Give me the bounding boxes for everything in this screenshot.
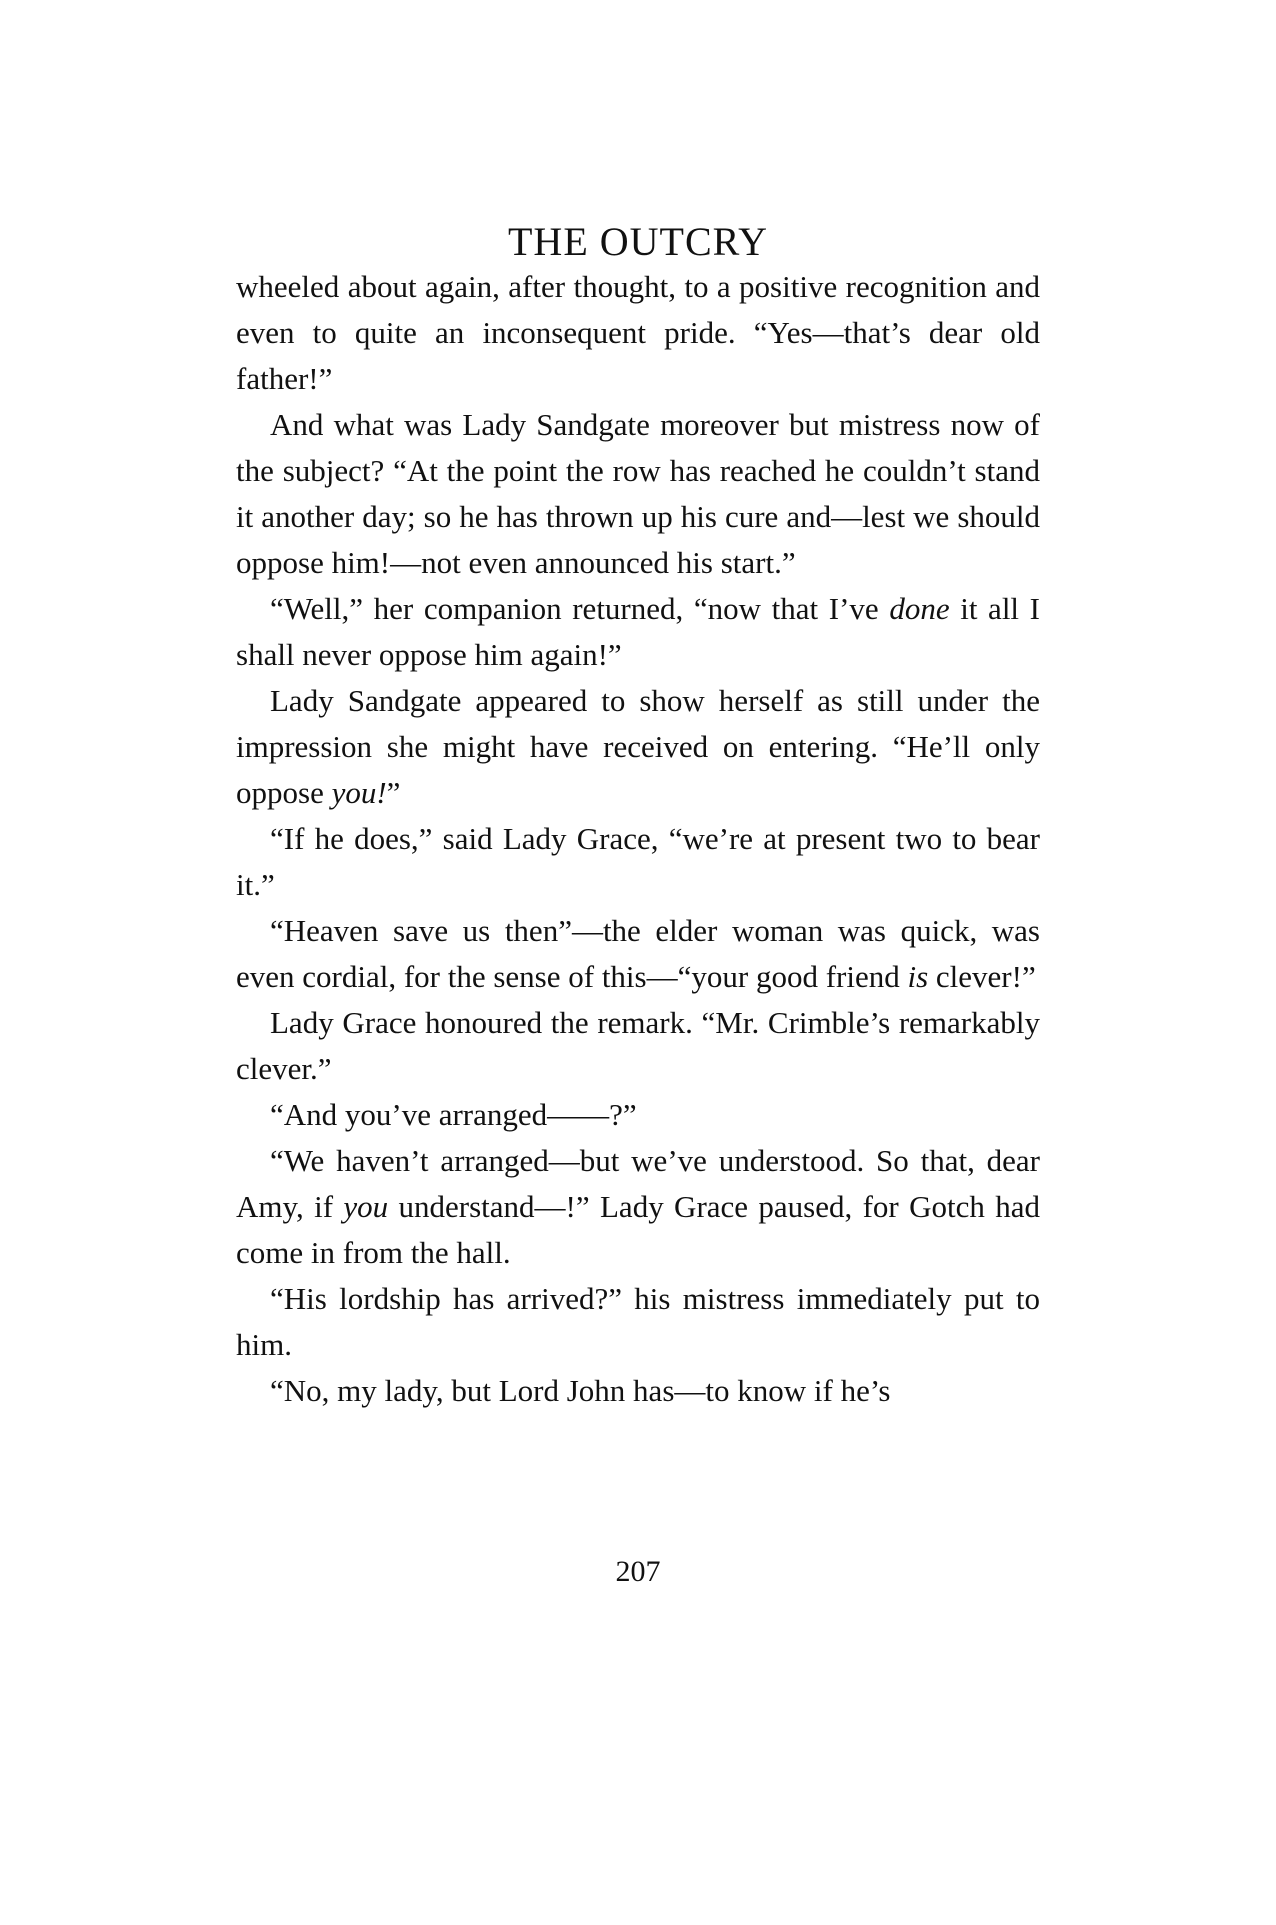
italic-run: done: [889, 591, 950, 626]
body-text: [236, 264, 1040, 1414]
paragraph: [236, 1276, 1040, 1368]
page-number: 207: [615, 1555, 661, 1588]
italic-run: is: [907, 959, 929, 994]
text-run: “Heaven save us then”—the elder woman was quick, was even cordial, for the sense of this—“your good friend: [236, 913, 1040, 994]
text-run: “His lordship has arrived?” his mistress immediately put to him.: [236, 1281, 1040, 1362]
text-run: understand—!” Lady Grace paused, for Gotch had come in from the hall.: [236, 1189, 1040, 1270]
paragraph: [236, 908, 1040, 1000]
paragraph: [236, 402, 1040, 586]
paragraph: [236, 586, 1040, 678]
paragraph: [236, 1368, 1040, 1414]
text-run: “No, my lady, but Lord John has—to know if he’s: [270, 1373, 891, 1408]
paragraph: [236, 816, 1040, 908]
paragraph: [236, 1092, 1040, 1138]
paragraph: [236, 1138, 1040, 1276]
italic-run: you!: [331, 775, 387, 810]
paragraph: [236, 264, 1040, 402]
text-run: ”: [386, 775, 401, 810]
text-run: clever!”: [928, 959, 1036, 994]
paragraph: [236, 1000, 1040, 1092]
text-run: And what was Lady Sandgate moreover but mistress now of the subject? “At the point the row has reached he couldn’t stand it another day; so he has thrown up his cure and—lest we should oppose him!—not even announced his start.”: [236, 407, 1040, 580]
text-run: Lady Grace honoured the remark. “Mr. Crimble’s remarkably clever.”: [236, 1005, 1040, 1086]
text-run: “We haven’t arranged—but we’ve understood. So that, dear Amy, if: [236, 1143, 1040, 1224]
text-run: it all I shall never oppose him again!”: [236, 591, 1040, 672]
text-run: “If he does,” said Lady Grace, “we’re at present two to bear it.”: [236, 821, 1040, 902]
text-run: wheeled about again, after thought, to a positive recognition and even to quite an inconsequent pride. “Yes—that’s dear old father!”: [236, 269, 1040, 396]
running-title: THE OUTCRY: [508, 219, 768, 264]
paragraph: [236, 678, 1040, 816]
italic-run: you: [343, 1189, 389, 1224]
text-run: “Well,” her companion returned, “now that I’ve: [270, 591, 890, 626]
text-run: Lady Sandgate appeared to show herself as still under the impression she might have received on entering. “He’ll only oppose: [236, 683, 1040, 810]
text-run: “And you’ve arranged——?”: [270, 1097, 637, 1132]
